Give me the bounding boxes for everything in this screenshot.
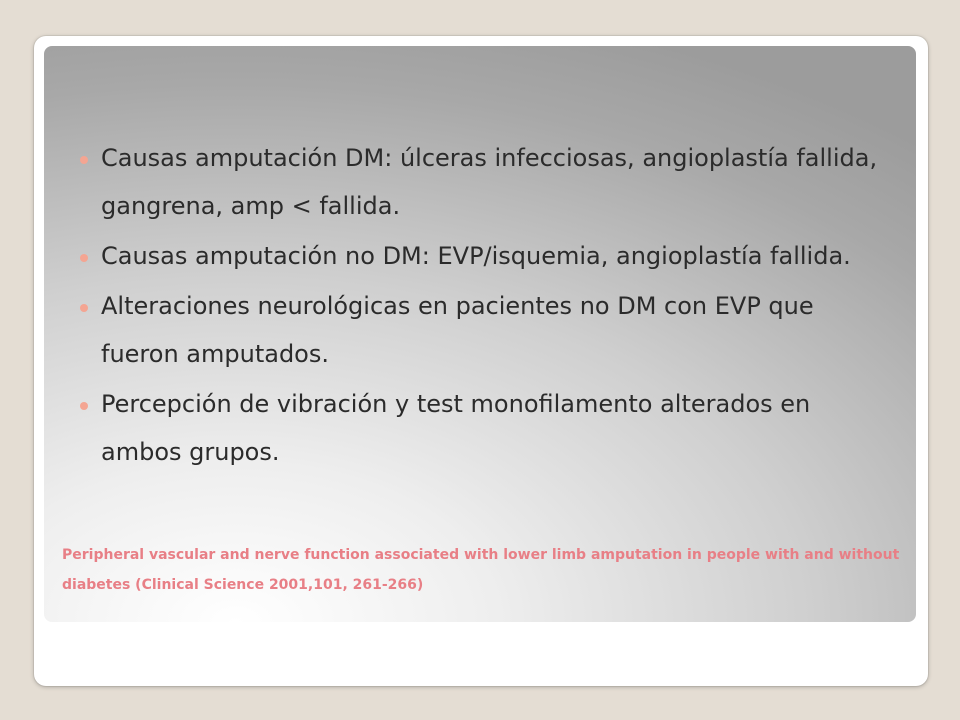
bullet-item — [44, 232, 916, 280]
bullet-item — [44, 134, 916, 230]
bullet-text: Percepción de vibración y test monofilamento alterados en ambos grupos. — [101, 390, 811, 466]
bullet-item — [44, 282, 916, 378]
bullet-text: Causas amputación no DM: EVP/isquemia, angioplastía fallida. — [101, 242, 851, 270]
bullet-marker-icon — [80, 304, 88, 312]
bullet-marker-icon — [80, 402, 88, 410]
bullet-text: Alteraciones neurológicas en pacientes no DM con EVP que fueron amputados. — [101, 292, 814, 368]
bullet-marker-icon — [80, 254, 88, 262]
bullet-item — [44, 380, 916, 476]
content-panel — [44, 46, 916, 622]
bullet-text: Causas amputación DM: úlceras infecciosas, angioplastía fallida, gangrena, amp < fallida. — [101, 144, 878, 220]
bullet-marker-icon — [80, 156, 88, 164]
bullet-list — [44, 134, 916, 478]
citation: Peripheral vascular and nerve function associated with lower limb amputation in people with and without diabetes (Clinical Science 2001,101, 261-266) — [62, 547, 900, 593]
